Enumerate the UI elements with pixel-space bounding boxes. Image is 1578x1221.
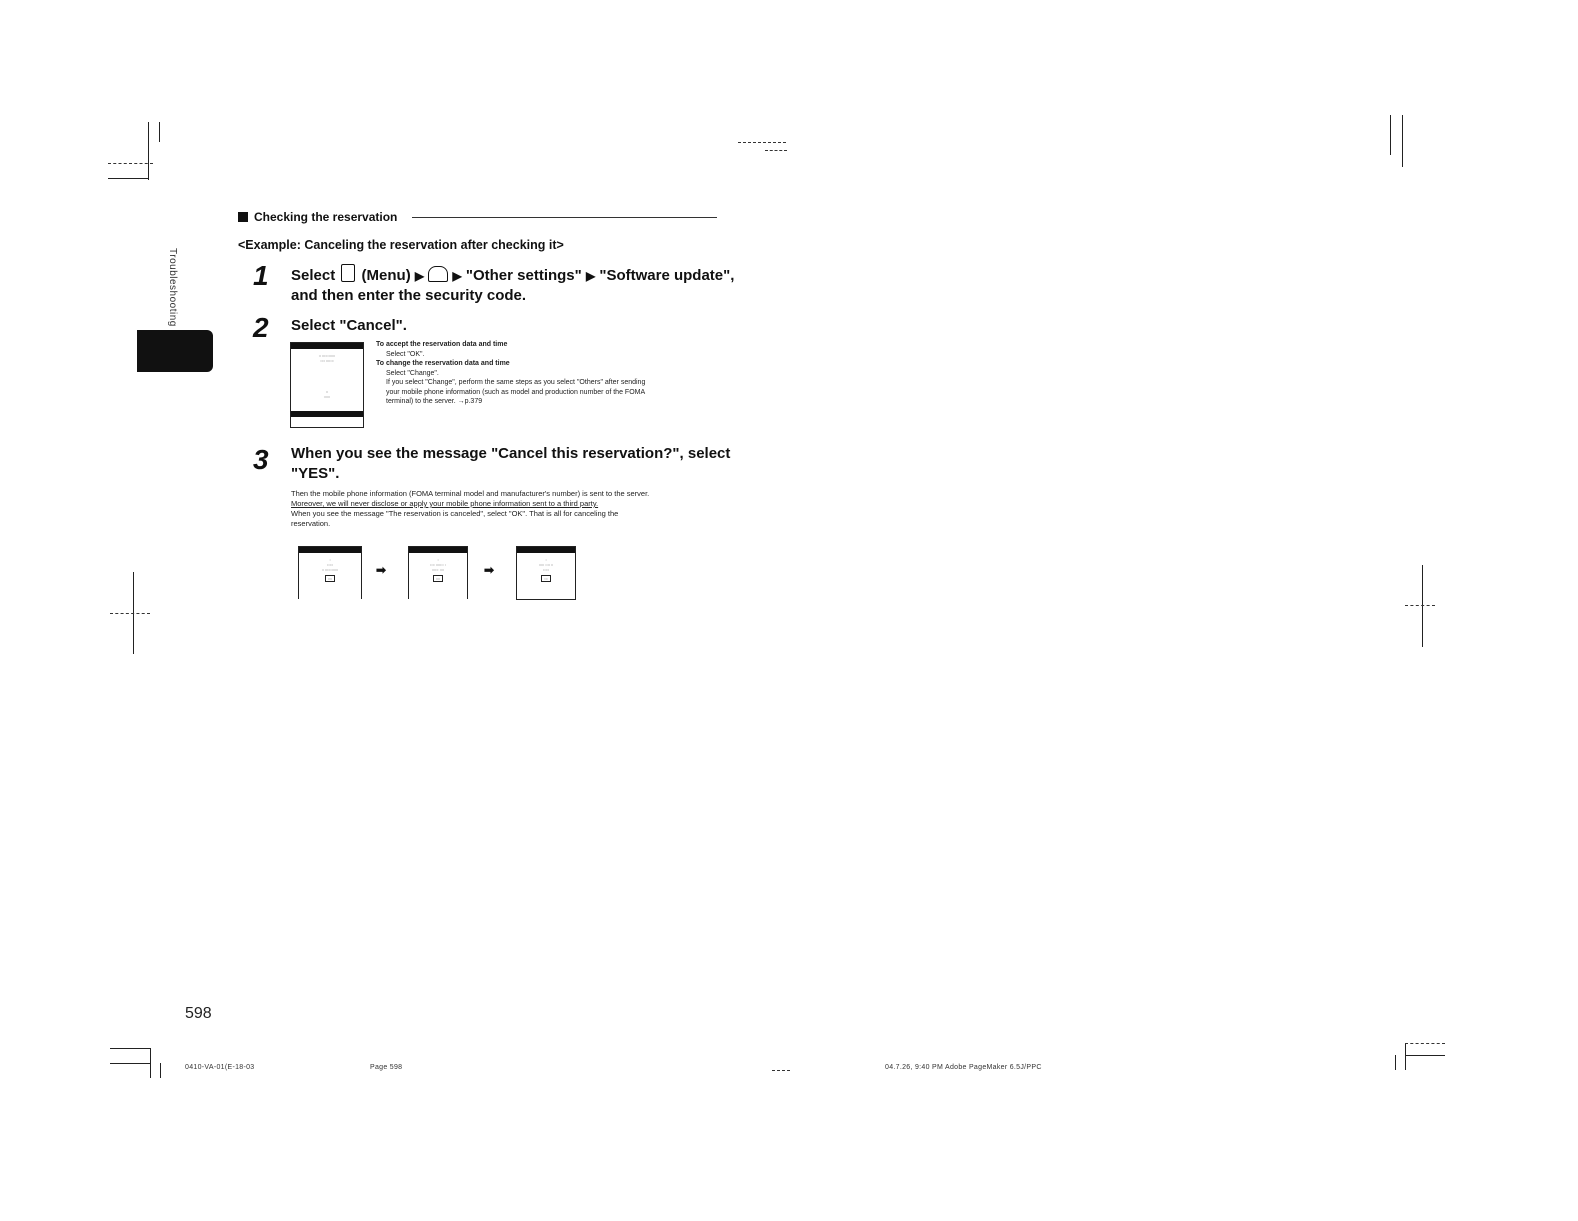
- section-heading-text: Checking the reservation: [254, 210, 398, 224]
- note-change-detail: your mobile phone information (such as model and production number of the FOMA: [386, 388, 646, 396]
- screen-button: ::::: [325, 575, 335, 582]
- note-change-body: Select "Change".: [386, 369, 439, 377]
- step-3-body-line: reservation.: [291, 519, 331, 528]
- screen-text: : :::: ::::::: : :::::: ::::: [430, 557, 446, 572]
- phone-screen-sending: [408, 546, 468, 599]
- square-bullet-icon: [238, 212, 248, 222]
- crop-mark: [1405, 605, 1435, 606]
- screen-button: ::::: [433, 575, 443, 582]
- screen-softkey-bar: [291, 411, 363, 417]
- step-3-line2: "YES".: [291, 465, 340, 482]
- crop-mark: [110, 1048, 150, 1049]
- crop-mark: [1405, 1043, 1445, 1044]
- crop-mark: [1395, 1055, 1396, 1070]
- section-rule: [412, 217, 717, 218]
- arrow-right-icon: ➡: [484, 563, 495, 577]
- screen-text: : ::::: :::: :: :::::: [538, 557, 554, 572]
- screen-title-bar: [291, 343, 363, 349]
- crop-mark: [108, 178, 148, 179]
- triangle-arrow-icon: ▶: [414, 269, 425, 283]
- footer-page: Page 598: [370, 1064, 403, 1071]
- step-1-software-update: "Software update",: [599, 267, 735, 284]
- crop-mark: [110, 613, 150, 614]
- step-number: 3: [253, 444, 269, 475]
- note-accept-title: To accept the reservation data and time: [376, 341, 508, 348]
- page-number: 598: [185, 1005, 212, 1022]
- step-3-body-line: Then the mobile phone information (FOMA terminal model and manufacturer's number) is sent to the server.: [291, 489, 650, 498]
- triangle-arrow-icon: ▶: [452, 269, 462, 283]
- phone-screen-cancel-confirm: [298, 546, 362, 599]
- phone-screen-canceled: [516, 546, 576, 600]
- crop-mark: [1422, 565, 1423, 647]
- settings-icon: [428, 266, 448, 282]
- step-3-line1: When you see the message "Cancel this reservation?", select: [291, 445, 731, 462]
- step-1-line2: and then enter the security code.: [291, 287, 527, 304]
- screen-title-bar: [517, 547, 575, 553]
- crop-mark: [1405, 1055, 1445, 1056]
- step-3-body: [291, 489, 649, 529]
- screen-text: :: :::::::::::: :::: :::::::: [318, 353, 336, 363]
- step-1-other-settings: "Other settings": [465, 267, 582, 284]
- registration-mark: [738, 142, 786, 143]
- section-heading: [238, 210, 397, 224]
- crop-mark: [1405, 1043, 1406, 1070]
- note-change-detail: If you select "Change", perform the same steps as you select "Others" after sending: [386, 379, 646, 386]
- crop-mark: [148, 122, 149, 180]
- crop-mark: [159, 122, 160, 142]
- example-title: <Example: Canceling the reservation after checking it>: [238, 238, 564, 252]
- screen-text: : ::::: :: ::::::::::::: [321, 557, 339, 572]
- step-1-select: Select: [291, 267, 336, 284]
- screen-button: :::: [541, 575, 550, 582]
- step-3-text: [291, 444, 730, 484]
- screen-title-bar: [409, 547, 467, 553]
- crop-mark: [108, 163, 153, 164]
- step-1-menu: (Menu): [361, 267, 411, 284]
- crop-mark: [150, 1048, 151, 1078]
- registration-mark: [765, 150, 787, 151]
- phone-screen-reservation: [290, 342, 364, 428]
- note-change-detail: terminal) to the server. →p.379: [386, 398, 483, 405]
- footer-timestamp: 04.7.26, 9:40 PM Adobe PageMaker 6.5J/PPC: [885, 1064, 1042, 1071]
- chapter-tab: [137, 330, 213, 372]
- crop-mark: [110, 1063, 150, 1064]
- note-accept-body: Select "OK".: [386, 350, 425, 358]
- step-3-body-line: Moreover, we will never disclose or apply your mobile phone information sent to a third party.: [291, 499, 599, 508]
- crop-mark: [160, 1063, 161, 1078]
- step-1-text: [291, 264, 734, 306]
- screen-title-bar: [299, 547, 361, 553]
- footer-file-id: 0410-VA-01(E-18-03: [185, 1064, 255, 1071]
- step-2-text: Select "Cancel".: [291, 317, 407, 334]
- menu-key-icon: [341, 264, 355, 282]
- arrow-right-icon: ➡: [376, 563, 387, 577]
- step-2-notes: [376, 340, 645, 407]
- step-number: 2: [253, 312, 269, 343]
- registration-mark: [772, 1070, 790, 1071]
- chapter-label: Troubleshooting: [167, 248, 178, 327]
- step-number: 1: [253, 260, 269, 291]
- screen-options: :: ::::::: [323, 389, 331, 399]
- crop-mark: [1402, 115, 1403, 167]
- step-3-body-line: When you see the message "The reservation is canceled", select "OK". That is all for canceling the: [291, 509, 619, 518]
- triangle-arrow-icon: ▶: [585, 269, 596, 283]
- crop-mark: [1390, 115, 1391, 155]
- note-change-title: To change the reservation data and time: [376, 360, 510, 367]
